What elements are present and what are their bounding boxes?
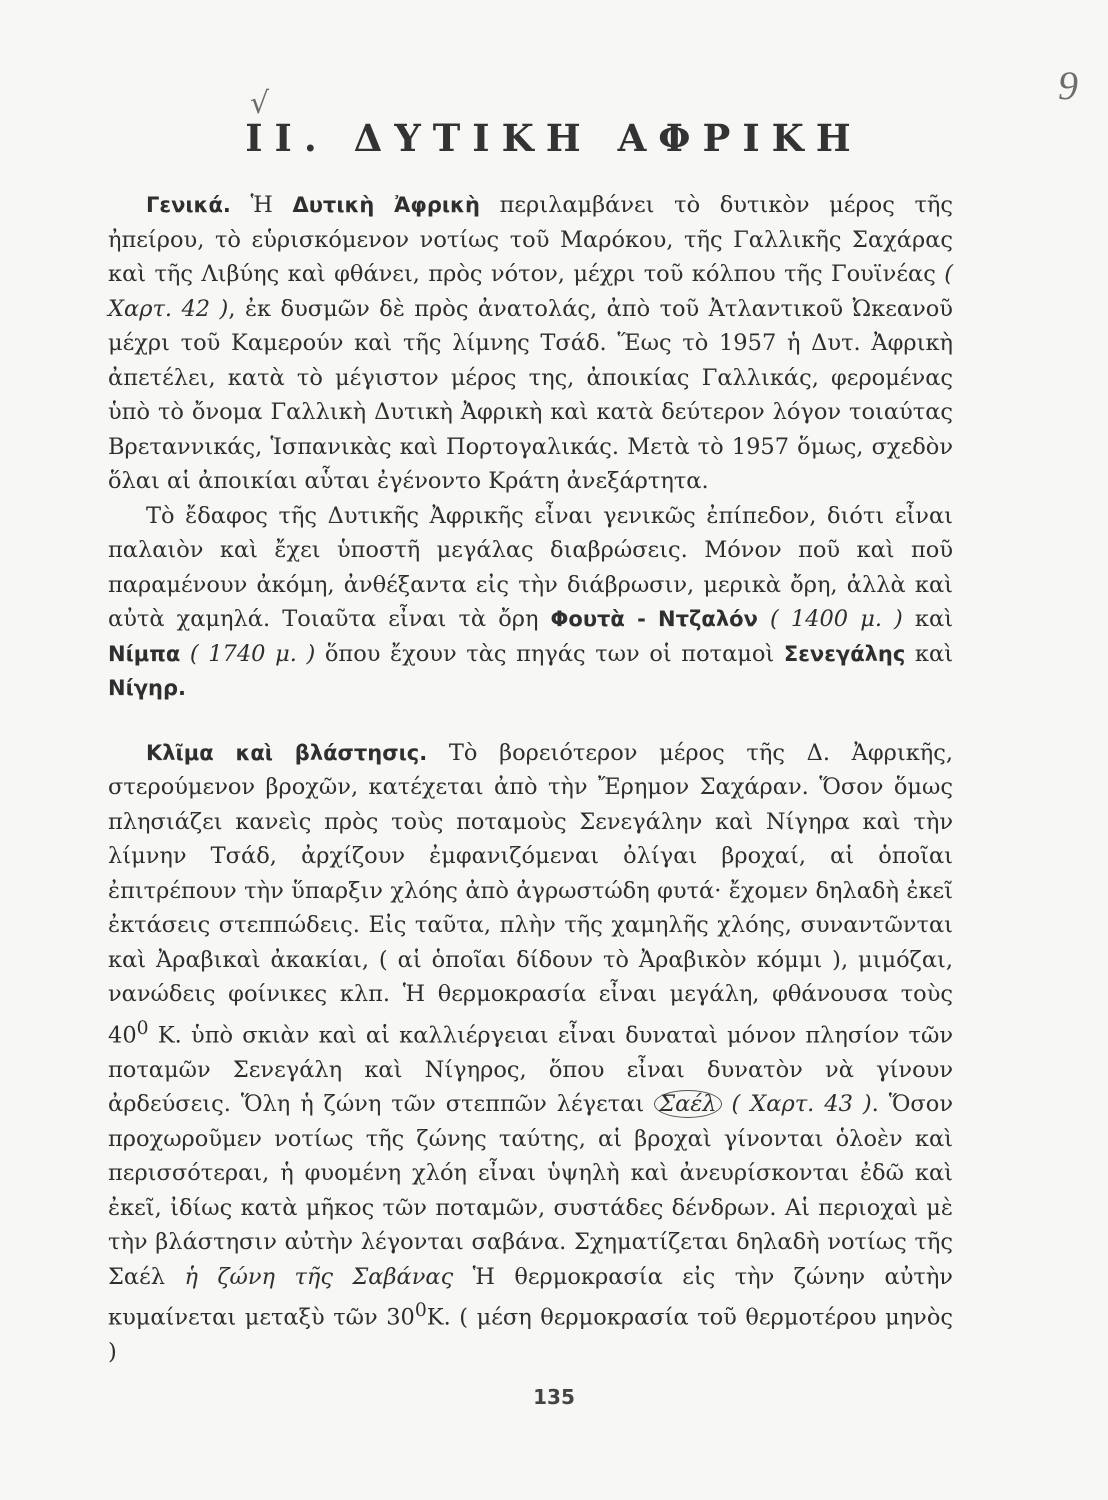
term-nimba: Νίμπα: [108, 641, 181, 666]
chapter-body: [108, 188, 953, 1370]
term-niger: Νίγηρ.: [108, 676, 187, 700]
term-senegal: Σενεγάλης: [783, 641, 906, 666]
section-heading-general: Γενικά.: [146, 193, 231, 217]
term-west-africa: Δυτικὴ Ἀφρικὴ: [292, 193, 480, 217]
term-sahel-circled: Σαέλ: [654, 1090, 721, 1118]
paragraph-climate: Κλῖμα καὶ βλάστησις. Τὸ βορειότερον μέρος τῆς Δ. Ἀφρικῆς, στερούμενον βροχῶν, κατέχεται ἀπὸ τὴν Ἔρημον Σαχάραν. Ὅσον ὅμως πλησιάζει κανεὶς πρὸς τοὺς ποταμοὺς Σενεγάλην καὶ Νίγηρα καὶ τὴν λίμνην Τσάδ, ἀρχίζουν ἐμφανιζόμεναι ὀλίγαι βροχαί, αἱ ὁποῖαι ἐπιτρέπουν τὴν ὕπαρξιν χλόης ἀπὸ ἀγρωστώδη φυτά· ἔχομεν δηλαδὴ ἐκεῖ ἐκτάσεις στεππώδεις. Εἰς ταῦτα, πλὴν τῆς χαμηλῆς χλόης, συναντῶνται καὶ Ἀραβικαὶ ἀκακίαι, ( αἱ ὁποῖαι δίδουν τὸ Ἀραβικὸν κόμμι ), μιμόζαι, νανώδεις φοίνικες κλπ. Ἡ θερμοκρασία εἶναι μεγάλη, φθάνουσα τοὺς $40^0$ Κ. ὑπὸ σκιὰν καὶ αἱ καλλιέργειαι εἶναι δυναταὶ μόνον πλησίον τῶν ποταμῶν Σενεγάλη καὶ Νίγηρος, ὅπου εἶναι δυνατὸν νὰ γίνουν ἀρδεύσεις. Ὅλη ἡ ζώνη τῶν στεππῶν λέγεται Σαέλ ( Χαρτ. 43 ). Ὅσον προχωροῦμεν νοτίως τῆς ζώνης ταύτης, αἱ βροχαὶ γίνονται ὁλοὲν καὶ περισσότεραι, ἡ φυομένη χλόη εἶναι ὑψηλὴ καὶ ἀνευρίσκονται ἐδῶ καὶ ἐκεῖ, ἰδίως κατὰ μῆκος τῶν ποταμῶν, συστάδες δένδρων. Αἱ περιοχαὶ μὲ τὴν βλάστησιν αὐτὴν λέγονται σαβάνα. Σχηματίζεται δηλαδὴ νοτίως τῆς Σαέλ ἡ ζώνη τῆς Σαβάνας Ἡ θερμοκρασία εἰς τὴν ζώνην αὐτὴν κυμαίνεται μεταξὺ τῶν $30^0K$. ( μέση θερμοκρασία τοῦ θερμοτέρου μηνὸς ): [108, 739, 953, 1365]
handwritten-corner-mark: 9: [1058, 63, 1078, 108]
map-reference: ( Χαρτ. 43 ): [721, 1091, 872, 1117]
map-reference: ( Χαρτ. 42 ): [108, 261, 953, 322]
term-savanna-zone: ἡ ζώνη τῆς Σαβάνας: [184, 1263, 454, 1290]
section-heading-climate: Κλῖμα καὶ βλάστησις.: [146, 740, 428, 765]
chapter-title: II. ΔΥΤΙΚΗ ΑΦΡΙΚΗ: [245, 116, 863, 160]
term-futa-jallon: Φουτὰ - Ντζαλόν: [550, 607, 758, 631]
paragraph-general: Γενικά. Ἡ Δυτικὴ Ἀφρικὴ περιλαμβάνει τὸ δυτικὸν μέρος τῆς ἠπείρου, τὸ εὑρισκόμενον νοτίως τοῦ Μαρόκου, τῆς Γαλλικῆς Σαχάρας καὶ τῆς Λιβύης καὶ φθάνει, πρὸς νότον, μέχρι τοῦ κόλπου τῆς Γουϊνέας ( Χαρτ. 42 ), ἐκ δυσμῶν δὲ πρὸς ἀνατολάς, ἀπὸ τοῦ Ἀτλαντικοῦ Ὠκεανοῦ μέχρι τοῦ Καμερούν καὶ τῆς λίμνης Τσάδ. Ἕως τὸ 1957 ἡ Δυτ. Ἀφρικὴ ἀπετέλει, κατὰ τὸ μέγιστον μέρος της, ἀποικίας Γαλλικάς, φερομένας ὑπὸ τὸ ὄνομα Γαλλικὴ Δυτικὴ Ἀφρικὴ καὶ κατὰ δεύτερον λόγον τοιαύτας Βρεταννικάς, Ἱσπανικὰς καὶ Πορτογαλικάς. Μετὰ τὸ 1957 ὅμως, σχεδὸν ὅλαι αἱ ἀποικίαι αὗται ἐγένοντο Κράτη ἀνεξάρτητα.: [108, 192, 953, 494]
paragraph-terrain: Τὸ ἔδαφος τῆς Δυτικῆς Ἀφρικῆς εἶναι γενικῶς ἐπίπεδον, διότι εἶναι παλαιὸν καὶ ἔχει ὑποστῆ μεγάλας διαβρώσεις. Μόνον ποῦ καὶ ποῦ παραμένουν ἀκόμη, ἀνθέξαντα εἰς τὴν διάβρωσιν, μερικὰ ὄρη, ἀλλὰ καὶ αὐτὰ χαμηλά. Τοιαῦτα εἶναι τὰ ὄρη Φουτὰ - Ντζαλόν ( 1400 μ. ) καὶ Νίμπα ( 1740 μ. ) ὅπου ἔχουν τὰς πηγάς των οἱ ποταμοὶ Σενεγάλης καὶ Νίγηρ.: [108, 502, 954, 700]
handwritten-tick-mark: √: [250, 86, 270, 121]
page-number: 135: [533, 1385, 575, 1409]
